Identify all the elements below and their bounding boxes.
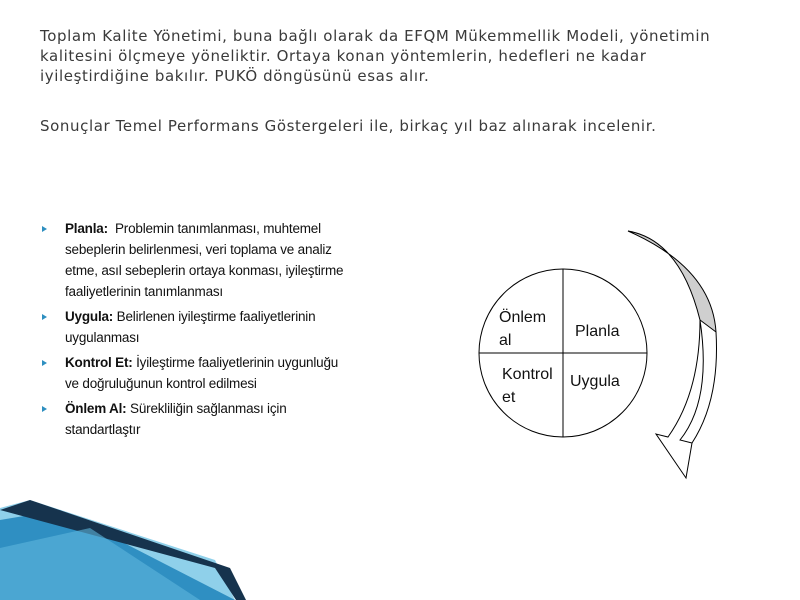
bullet-text: uygulanması <box>65 330 140 345</box>
bullet-text: ve doğruluğunun kontrol edilmesi <box>65 376 257 391</box>
decorative-swoosh <box>0 500 246 600</box>
heading-line: kalitesini ölçmeye yöneliktir. Ortaya konan yöntemlerin, hedefleri ne kadar <box>40 47 647 65</box>
bullet-text: Belirlenen iyileştirme faaliyetlerinin <box>116 309 316 324</box>
bullet-text: sebeplerin belirlenmesi, veri toplama ve analiz <box>65 242 332 257</box>
bullet-text: Problemin tanımlanması, muhtemel <box>114 221 321 236</box>
bullet-text: Sürekliliğin sağlanması için <box>130 401 287 416</box>
bullet-text: faaliyetlerinin tanımlanması <box>65 284 223 299</box>
arrow-head <box>656 320 703 478</box>
bullet-term: Uygula: <box>65 309 114 324</box>
bullet-term: Kontrol Et: <box>65 355 133 370</box>
heading-line: iyileştirdiğine bakılır. PUKÖ döngüsünü esas alır. <box>40 67 430 85</box>
quadrant-kontrol-label-cont: et <box>502 389 516 406</box>
bullet-term: Önlem Al: <box>65 401 127 416</box>
heading-paragraph-2: Sonuçlar Temel Performans Göstergeleri ile, birkaç yıl baz alınarak incelenir. <box>40 117 657 135</box>
bullet-text: İyileştirme faaliyetlerinin uygunluğu <box>136 355 339 370</box>
quadrant-onlem-label-cont: al <box>499 332 512 349</box>
bullet-term: Planla: <box>65 221 108 236</box>
heading-line: Toplam Kalite Yönetimi, buna bağlı olarak da EFQM Mükemmellik Modeli, yönetimin <box>40 27 711 45</box>
bullet-text: standartlaştır <box>65 422 141 437</box>
quadrant-uygula-label: Uygula <box>570 373 620 390</box>
pdca-cycle-diagram <box>479 269 647 437</box>
quadrant-planla-label: Planla <box>575 323 620 340</box>
bullet-text: etme, asıl sebeplerin ortaya konması, iyileştirme <box>65 263 344 278</box>
quadrant-kontrol-label: Kontrol <box>502 366 553 383</box>
arrow-shaded-band <box>628 231 716 332</box>
quadrant-onlem-label: Önlem <box>499 309 547 326</box>
